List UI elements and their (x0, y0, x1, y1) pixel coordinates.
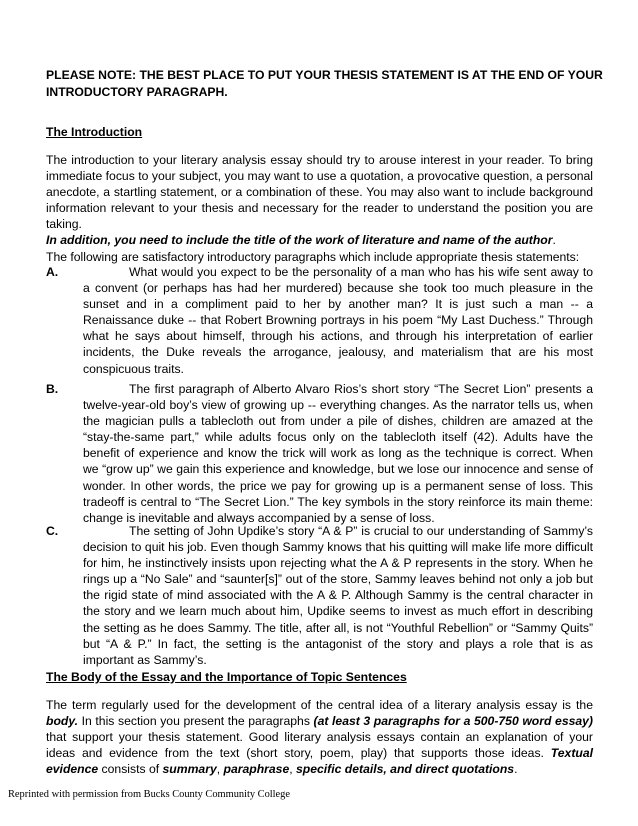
example-text: The setting of John Updike’s story “A & P” is crucial to our understanding of Sammy’s decision to quit his job. Even though Sammy knows that his quitting will make life more difficult for him, he instinctively insists upon rejecting what the A & P represents in the story. When he rings up a “No Sale” and “saunter[s]” out of the store, Sammy leaves behind not only a job but the rigid state of mind associated with the A & P. Although Sammy is the central character in the story and we learn much about him, Updike seems to invest as much effort in describing the setting as he does Sammy. The title, after all, is not “Youthful Rebellion” or “Sammy Quits” but “A & P.” In fact, the setting is the antagonist of the story and plays a role that is as important as Sammy’s. (83, 524, 593, 667)
intro-paragraph (46, 152, 593, 265)
paraphrase-term: paraphrase (223, 762, 290, 777)
example-b (46, 381, 593, 526)
example-text: What would you expect to be the personality of a man who has his wife sent away to a convent (or perhaps has had her murdered) because she took too much pleasure in the sunset and in a compliment paid to her by another man? It is just such a man -- a Renaissance duke -- that Robert Browning portrays in his poem “My Last Duchess.” Through what he says about himself, through his actions, and through his interpretation of earlier incidents, the Duke reveals the arrogance, jealousy, and materialism that are his most conspicuous traits. (83, 265, 593, 376)
footer-credit: Reprinted with permission from Bucks County Community College (8, 789, 290, 800)
intro-text: The introduction to your literary analysis essay should try to arouse interest in your reader. To bring immediate focus to your subject, you may want to use a quotation, a provocative question, a personal anecdote, a startling statement, or a combination of these. You may also want to include background information relevant to your thesis and necessary for the reader to understand the position you are taking. (46, 153, 593, 232)
body-text-6: , (289, 762, 297, 777)
intro-emphasis-end: . (552, 233, 556, 248)
intro-heading: The Introduction (46, 125, 143, 139)
example-a (46, 264, 593, 377)
body-text-1: The term regularly used for the development of the central idea of a literary analysis essay is the (46, 698, 593, 712)
example-letter: B. (46, 382, 59, 396)
body-text-2: In this section you present the paragraphs (78, 714, 314, 729)
body-text-3: that support your thesis statement. Good literary analysis essays contain an explanation of your ideas and evidence from the text (short story, poem, play) that supports those ideas. (46, 730, 593, 761)
summary-term: summary (162, 762, 217, 777)
body-text-7: . (514, 762, 518, 777)
example-c (46, 523, 593, 668)
intro-emphasis: In addition, you need to include the title of the work of literature and name of the author (46, 233, 553, 248)
example-letter: A. (46, 265, 59, 279)
body-term: body. (46, 714, 79, 729)
intro-lead: The following are satisfactory introductory paragraphs which include appropriate thesis statements: (46, 249, 580, 264)
textual-evidence-term: Textual evidence (46, 746, 593, 777)
thesis-note: PLEASE NOTE: THE BEST PLACE TO PUT YOUR THESIS STATEMENT IS AT THE END OF YOUR INTRODUCTORY PARAGRAPH. (46, 68, 603, 99)
example-letter: C. (46, 524, 59, 538)
body-heading: The Body of the Essay and the Importance of Topic Sentences (46, 670, 407, 684)
example-text: The first paragraph of Alberto Alvaro Rios’s short story “The Secret Lion” presents a twelve-year-old boy’s view of growing up -- everything changes. As the narrator tells us, when the magician pulls a tablecloth out from under a pile of dishes, children are amazed at the “stay-the-same part,” while adults focus only on the tablecloth itself (42). Adults have the benefit of experience and know the trick will work as long as the technique is correct. When we “grow up” we gain this experience and knowledge, but we lose our innocence and sense of wonder. In other words, the price we pay for growing up is a permanent sense of loss. This tradeoff is central to “The Secret Lion.” The key symbols in the story reinforce its main theme: change is inevitable and always accompanied by a sense of loss. (83, 382, 593, 525)
details-term: specific details, and direct quotations (296, 762, 515, 777)
body-text-5: , (216, 762, 224, 777)
body-text-4: consists of (98, 762, 163, 777)
body-length-note: (at least 3 paragraphs for a 500-750 word essay) (313, 714, 593, 729)
body-paragraph (46, 697, 593, 777)
